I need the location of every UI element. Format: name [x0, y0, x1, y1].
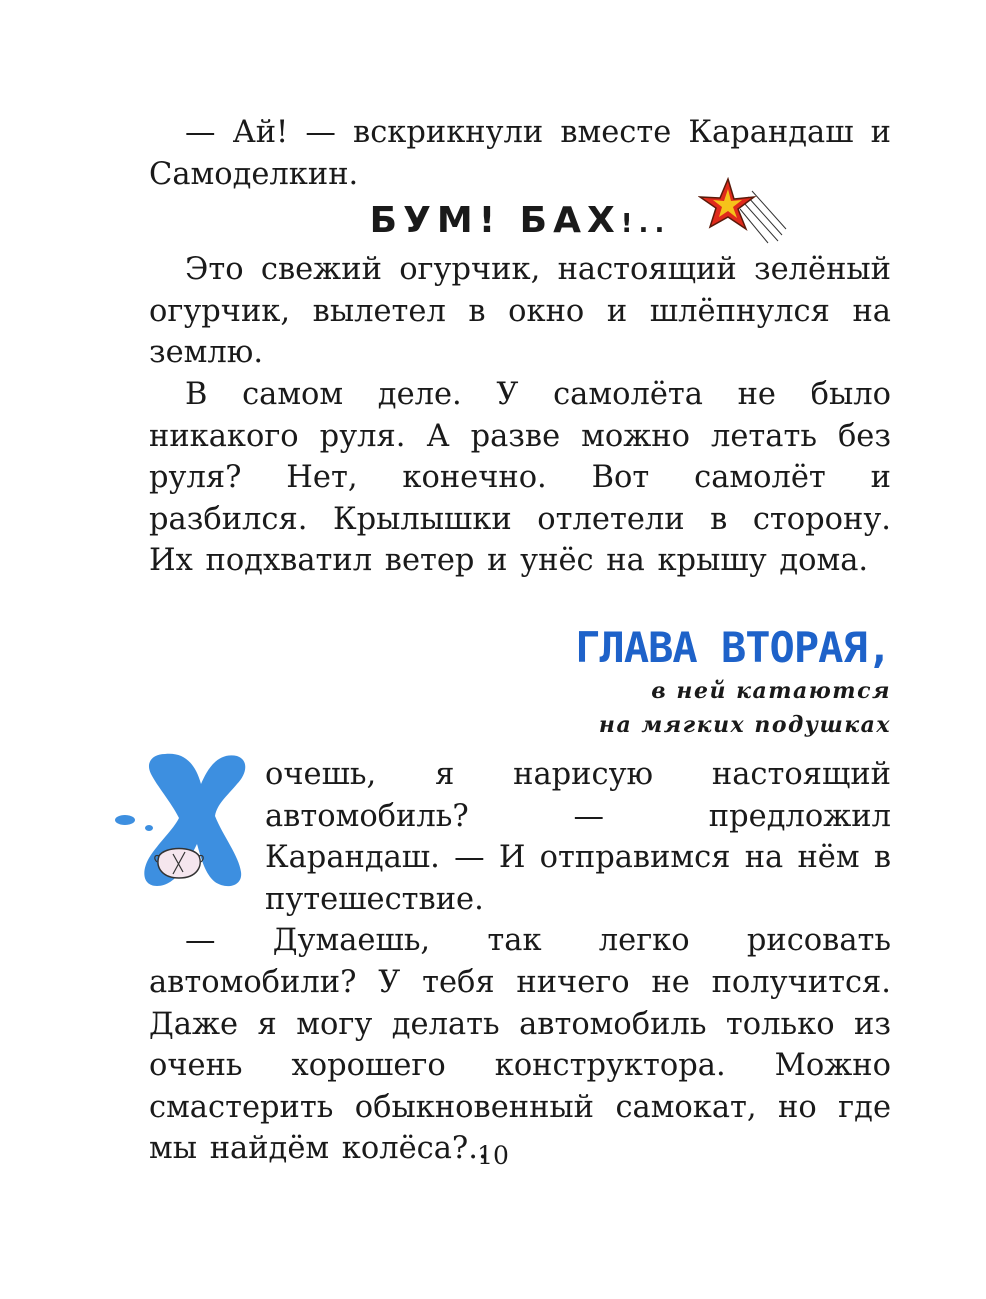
book-page — [149, 112, 891, 1170]
sound-effect-heading — [149, 197, 891, 245]
page-number: 10 — [477, 1141, 509, 1170]
chapter-subtitle-line1: в ней катаются — [651, 677, 891, 704]
star-burst-icon — [698, 177, 788, 252]
paragraph-dropcap: очешь, я нарисую настоящий автомобиль? — предложил Карандаш. — И отправимся на нём в путешествие. — [265, 756, 891, 917]
paragraph-plane: В самом деле. У самолёта не было никакого руля. А разве можно летать без руля? Нет, конечно. Вот самолёт и разбился. Крылышки отлетели в сторону. Их подхватил ветер и унёс на крышу дома. — [149, 376, 891, 579]
sound-effect-tail: !.. — [620, 209, 671, 240]
paragraph-exclamation: — Ай! — вскрикнули вместе Карандаш и Самоделкин. — [149, 115, 891, 192]
chapter-subtitle-line2: на мягких подушках — [598, 711, 891, 738]
chapter-title: ГЛАВА ВТОРАЯ, — [575, 622, 891, 672]
dropcap-letter-x-icon — [113, 744, 263, 892]
sound-effect-text: БУМ! БАХ — [369, 200, 621, 242]
paragraph-dialogue: — Думаешь, так легко рисовать автомобили? У тебя ничего не получится. Даже я могу делать автомобиль только из очень хорошего конструктора. Можно смастерить обыкновенный самокат, но где мы найдём колёса?.. — [149, 923, 891, 1167]
paragraph-cucumber: Это свежий огурчик, настоящий зелёный огурчик, вылетел в окно и шлёпнулся на землю. — [149, 252, 891, 371]
dropcap-section — [149, 754, 891, 920]
